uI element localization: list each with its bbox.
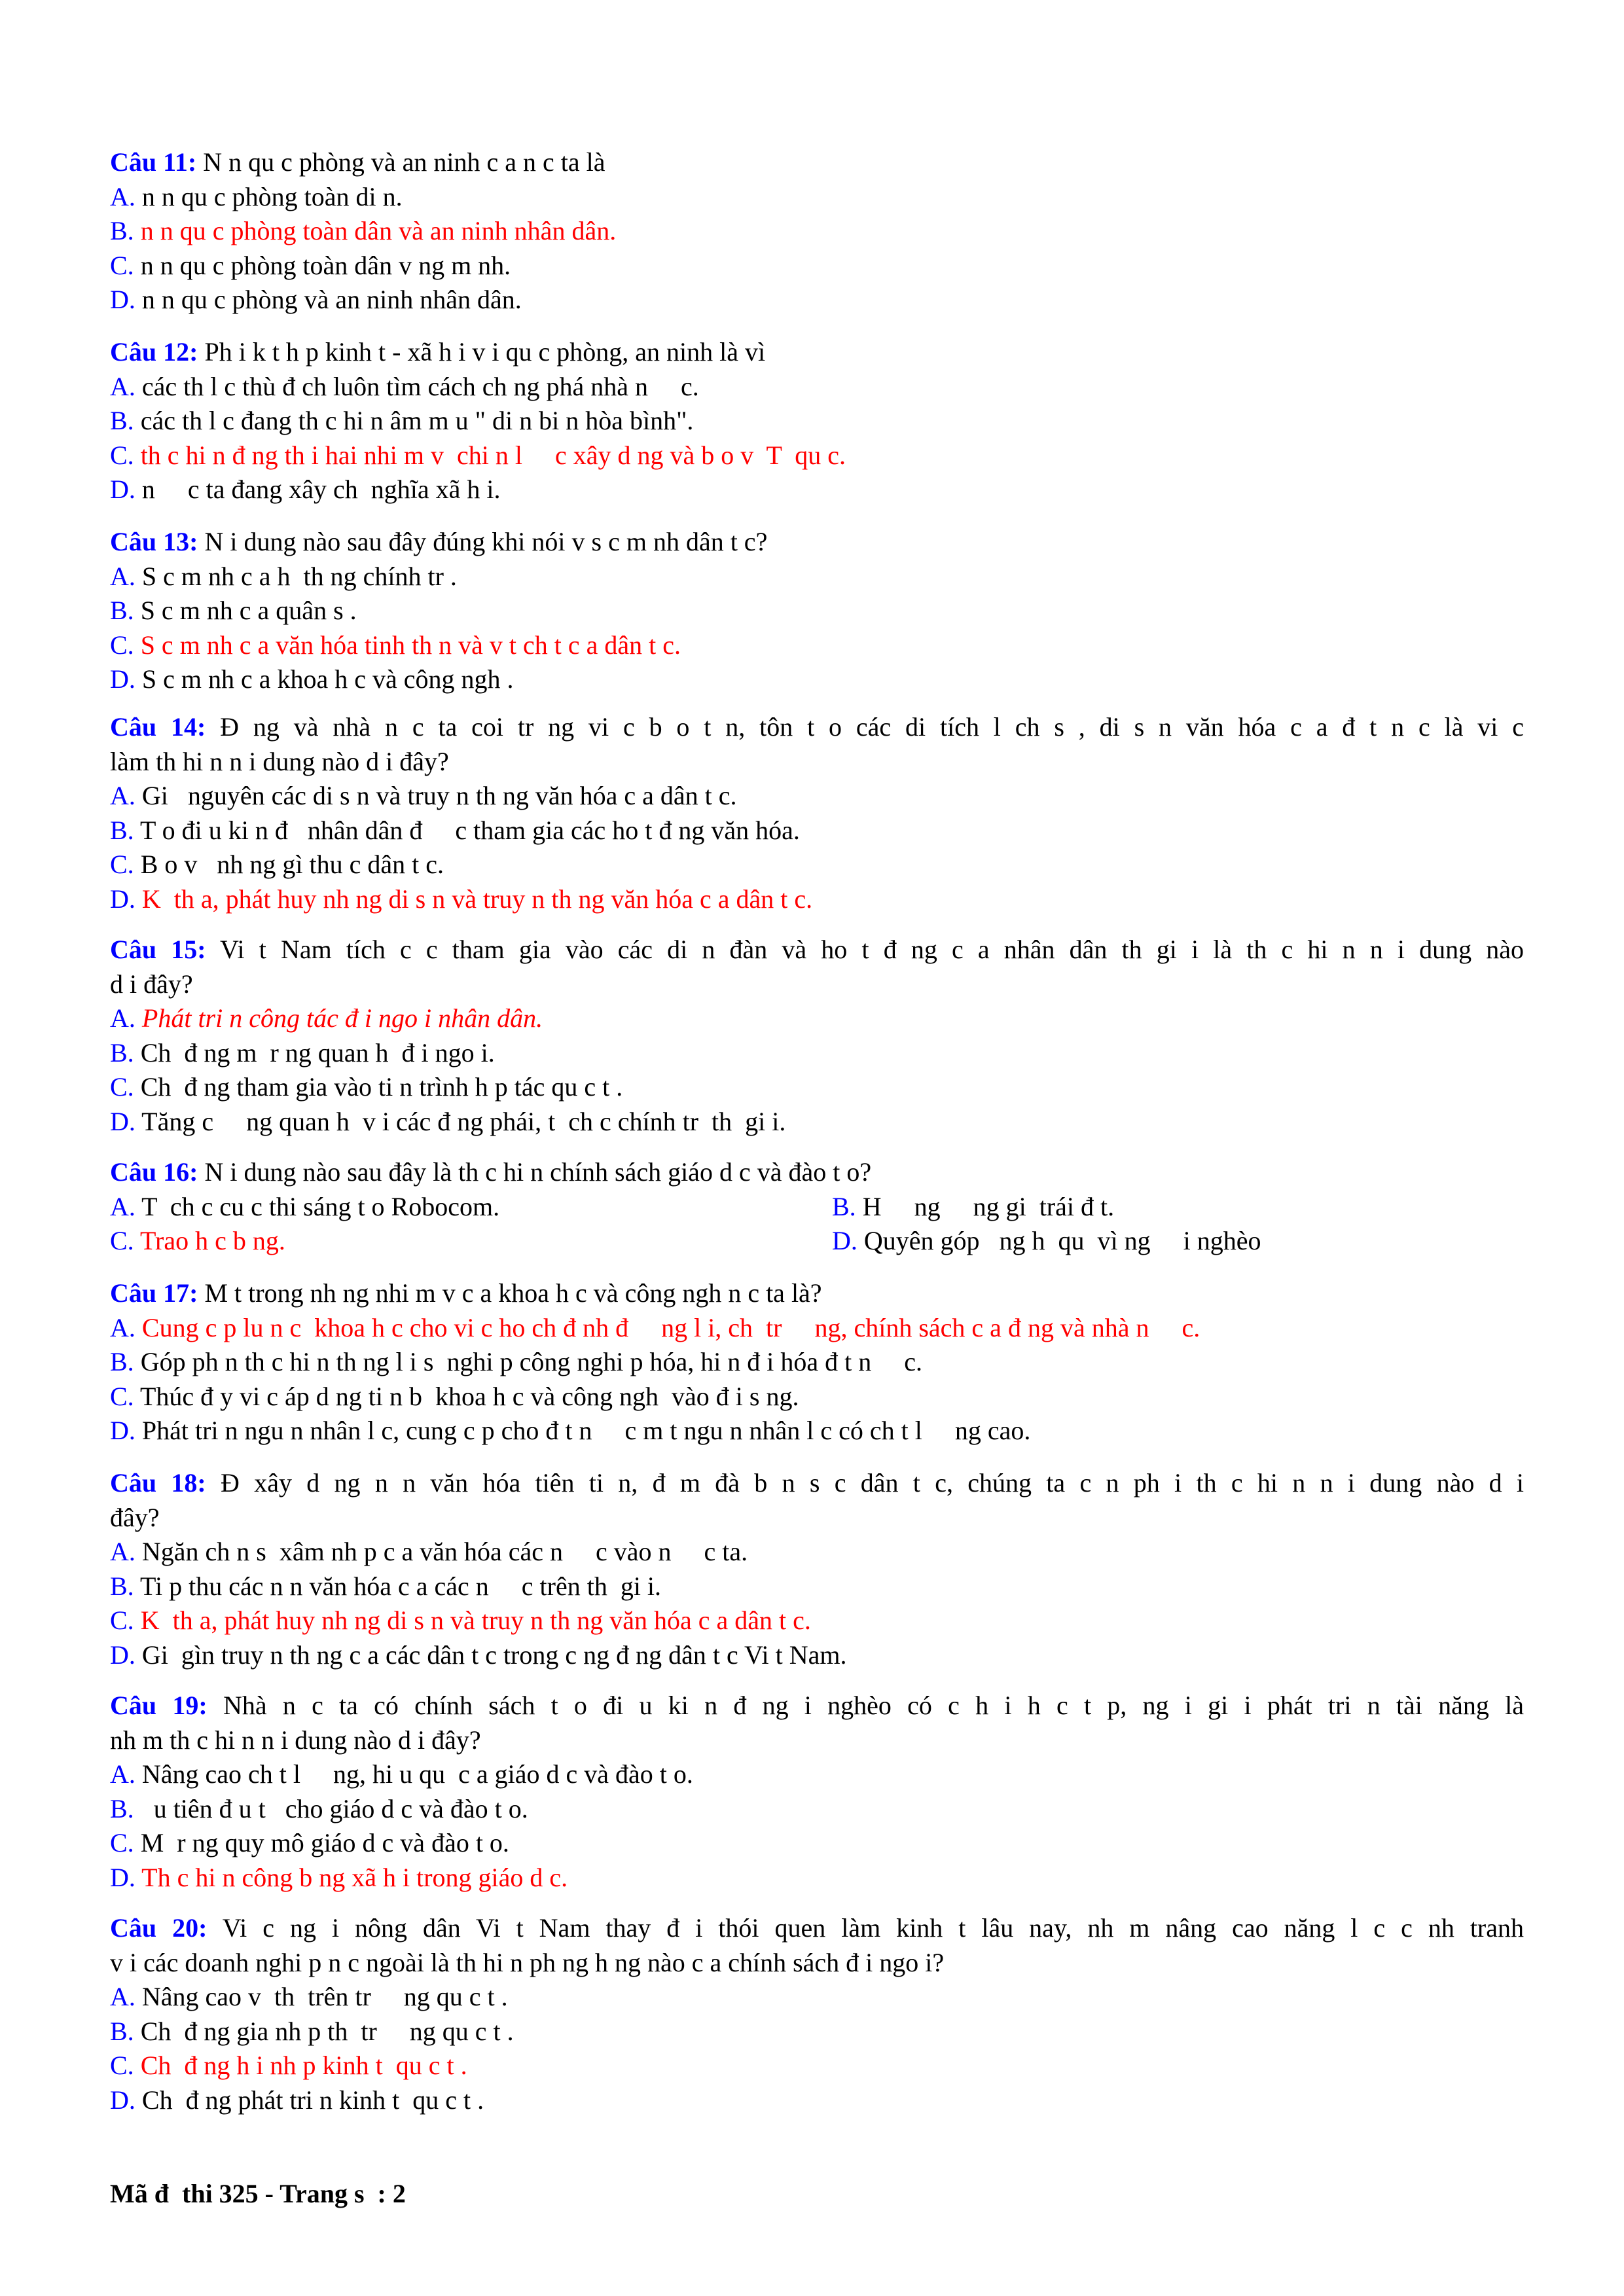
answer-option-a[interactable] [110, 1311, 1200, 1345]
answer-option-c[interactable] [110, 439, 846, 473]
question-label: Câu 11: [110, 147, 197, 177]
answer-option-a[interactable] [110, 1001, 543, 1035]
option-letter: A. [110, 1191, 135, 1221]
question-label: Câu 19: [110, 1691, 208, 1720]
question-stem [110, 1689, 1524, 1723]
option-text: th c hi n đ ng th i hai nhi m v chi n l c xây d ng và b o v T qu c. [140, 440, 846, 470]
option-text: n n qu c phòng toàn di n. [141, 181, 403, 211]
answer-option-a[interactable] [110, 180, 403, 214]
option-text: K th a, phát huy nh ng di s n và truy n th ng văn hóa c a dân t c. [141, 884, 813, 914]
question-stem-text: nh m th c hi n n i dung nào d i đây? [110, 1725, 481, 1755]
answer-option-b[interactable] [832, 1190, 1114, 1224]
option-text: S c m nh c a h th ng chính tr . [141, 561, 457, 591]
answer-option-d[interactable] [110, 662, 514, 696]
option-letter: C. [110, 850, 134, 879]
option-text: n n qu c phòng và an ninh nhân dân. [141, 285, 522, 314]
option-text: S c m nh c a khoa h c và công ngh . [141, 664, 514, 694]
option-text: Phát tri n ngu n nhân l c, cung c p cho đ t n c m t ngu n nhân l c có ch t l ng cao. [141, 1416, 1031, 1445]
option-text: T o đi u ki n đ nhân dân đ c tham gia các ho t đ ng văn hóa. [139, 815, 800, 845]
option-text: Thúc đ y vi c áp d ng ti n b khoa h c và công ngh vào đ i s ng. [139, 1381, 799, 1411]
option-letter: C. [110, 1605, 134, 1635]
option-letter: B. [110, 1037, 134, 1067]
answer-option-a[interactable] [110, 1980, 508, 2014]
question-stem-text: N n qu c phòng và an ninh c a n c ta là [203, 147, 605, 177]
option-text: M r ng quy mô giáo d c và đào t o. [140, 1828, 509, 1857]
option-text: Th c hi n công b ng xã h i trong giáo d c. [141, 1862, 568, 1892]
answer-option-c[interactable] [110, 848, 444, 882]
answer-option-c[interactable] [110, 628, 681, 662]
option-letter: D. [110, 884, 135, 914]
question-stem-text: N i dung nào sau đây là th c hi n chính sách giáo d c và đào t o? [204, 1157, 872, 1187]
option-letter: D. [110, 285, 135, 314]
question-stem [110, 967, 1524, 1001]
question-stem [110, 1466, 1524, 1500]
question-stem-text: làm th hi n n i dung nào d i đây? [110, 746, 449, 776]
answer-option-d[interactable] [110, 473, 501, 507]
answer-option-c[interactable] [110, 249, 511, 283]
question-label: Câu 16: [110, 1157, 198, 1187]
option-text: Góp ph n th c hi n th ng l i s nghi p công nghi p hóa, hi n đ i hóa đ t n c. [140, 1347, 923, 1376]
option-letter: A. [110, 1312, 135, 1342]
question-stem-text: v i các doanh nghi p n c ngoài là th hi n ph ng h ng nào c a chính sách đ i ngo i? [110, 1947, 945, 1977]
option-text: các th l c đang th c hi n âm m u " di n bi n hòa bình". [140, 406, 694, 435]
option-text: n n qu c phòng toàn dân v ng m nh. [140, 250, 511, 280]
answer-option-a[interactable] [110, 1190, 499, 1224]
option-letter: C. [110, 1226, 134, 1255]
option-text: Ch đ ng phát tri n kinh t qu c t . [141, 2085, 484, 2115]
option-letter: A. [110, 1759, 135, 1789]
answer-option-d[interactable] [110, 1105, 785, 1139]
question-stem [110, 1911, 1524, 1945]
answer-option-b[interactable] [110, 814, 800, 848]
question-label: Câu 15: [110, 935, 206, 964]
option-text: H ng ng gi trái đ t. [862, 1191, 1115, 1221]
answer-option-b[interactable] [110, 594, 357, 628]
question-stem-text: Nhà n c ta có chính sách t o đi u ki n đ ng i nghèo có c h i h c t p, ng i gi i phát tri n tài năng là [223, 1691, 1525, 1720]
question-label: Câu 13: [110, 527, 198, 556]
option-letter: C. [110, 630, 134, 660]
option-text: K th a, phát huy nh ng di s n và truy n th ng văn hóa c a dân t c. [140, 1605, 811, 1635]
option-letter: A. [110, 181, 135, 211]
option-letter: A. [110, 1003, 135, 1033]
answer-option-a[interactable] [110, 560, 457, 594]
answer-option-d[interactable] [110, 2083, 484, 2117]
option-text: S c m nh c a quân s . [140, 596, 357, 625]
option-letter: A. [110, 1537, 135, 1566]
answer-option-c[interactable] [110, 1826, 509, 1860]
option-letter: B. [110, 216, 134, 245]
option-text: Ch đ ng gia nh p th tr ng qu c t . [140, 2016, 514, 2046]
answer-option-b[interactable] [110, 1036, 495, 1070]
question-label: Câu 18: [110, 1468, 206, 1498]
option-letter: B. [110, 1347, 134, 1376]
option-text: Ti p thu các n n văn hóa c a các n c trên th gi i. [139, 1571, 662, 1601]
answer-option-b[interactable] [110, 214, 616, 248]
option-letter: C. [110, 1381, 134, 1411]
answer-option-d[interactable] [110, 1638, 847, 1672]
answer-option-c[interactable] [110, 1070, 623, 1104]
option-text: B o v nh ng gì thu c dân t c. [140, 850, 444, 879]
question-stem-text: Ph i k t h p kinh t - xã h i v i qu c phòng, an ninh là vì [204, 337, 766, 367]
option-letter: D. [832, 1226, 857, 1255]
answer-option-d[interactable] [110, 283, 522, 317]
option-letter: B. [110, 406, 134, 435]
option-text: Nâng cao ch t l ng, hi u qu c a giáo d c và đào t o. [141, 1759, 693, 1789]
option-letter: C. [110, 440, 134, 470]
question-label: Câu 14: [110, 712, 206, 742]
question-stem [110, 335, 1524, 369]
option-text: n c ta đang xây ch nghĩa xã h i. [141, 475, 501, 504]
option-letter: D. [110, 1106, 135, 1136]
answer-option-c[interactable] [110, 1224, 285, 1258]
answer-option-a[interactable] [110, 779, 737, 813]
answer-option-c[interactable] [110, 1380, 799, 1414]
answer-option-d[interactable] [110, 1861, 568, 1895]
answer-option-c[interactable] [110, 1604, 811, 1638]
question-stem [110, 710, 1524, 744]
option-text: Quyên góp ng h qu vì ng i nghèo [863, 1226, 1261, 1255]
question-label: Câu 17: [110, 1278, 198, 1308]
question-stem [110, 1723, 1524, 1757]
option-letter: D. [110, 475, 135, 504]
question-stem-text: Đ ng và nhà n c ta coi tr ng vi c b o t n, tôn t o các di tích l ch s , di s n văn hóa c a đ t n c là vi c [220, 712, 1525, 742]
option-letter: A. [110, 1982, 135, 2011]
answer-option-a[interactable] [110, 370, 699, 404]
option-letter: C. [110, 250, 134, 280]
question-stem-text: M t trong nh ng nhi m v c a khoa h c và công ngh n c ta là? [204, 1278, 822, 1308]
answer-option-d[interactable] [110, 1414, 1030, 1448]
question-stem [110, 1276, 1524, 1310]
option-text: Gi nguyên các di s n và truy n th ng văn hóa c a dân t c. [141, 781, 737, 810]
question-label: Câu 20: [110, 1913, 208, 1943]
option-text: Tăng c ng quan h v i các đ ng phái, t ch c chính tr th gi i. [141, 1106, 786, 1136]
question-stem-text: Đ xây d ng n n văn hóa tiên ti n, đ m đà b n s c dân t c, chúng ta c n ph i th c hi n n i dung nào d i [221, 1468, 1525, 1498]
option-letter: D. [110, 1862, 135, 1892]
question-label: Câu 12: [110, 337, 198, 367]
option-letter: D. [110, 664, 135, 694]
option-letter: D. [110, 1640, 135, 1670]
option-text: Cung c p lu n c khoa h c cho vi c ho ch đ nh đ ng l i, ch tr ng, chính sách c a đ ng và nhà n c. [141, 1312, 1200, 1342]
option-text: Ch đ ng m r ng quan h đ i ngo i. [140, 1037, 495, 1067]
question-stem [110, 1155, 1524, 1189]
option-letter: A. [110, 561, 135, 591]
option-text: Ch đ ng tham gia vào ti n trình h p tác qu c t . [140, 1072, 623, 1102]
answer-option-c[interactable] [110, 2049, 467, 2083]
answer-option-d[interactable] [110, 882, 812, 916]
question-stem-text: N i dung nào sau đây đúng khi nói v s c m nh dân t c? [204, 527, 768, 556]
question-stem-text: Vi c ng i nông dân Vi t Nam thay đ i thói quen làm kinh t lâu nay, nh m nâng cao năng l c c nh tranh [222, 1913, 1525, 1943]
question-stem [110, 1946, 1524, 1980]
option-letter: B. [110, 2016, 134, 2046]
option-letter: C. [110, 2051, 134, 2080]
option-letter: A. [110, 781, 135, 810]
option-text: u tiên đ u t cho giáo d c và đào t o. [140, 1793, 528, 1823]
answer-option-b[interactable] [110, 1792, 528, 1826]
question-stem [110, 525, 1524, 559]
option-text: Ch đ ng h i nh p kinh t qu c t . [140, 2051, 467, 2080]
option-text: Gi gìn truy n th ng c a các dân t c trong c ng đ ng dân t c Vi t Nam. [141, 1640, 847, 1670]
answer-option-b[interactable] [110, 404, 693, 438]
option-letter: B. [110, 1793, 134, 1823]
option-text: các th l c thù đ ch luôn tìm cách ch ng phá nhà n c. [141, 371, 699, 401]
option-letter: A. [110, 371, 135, 401]
question-stem-text: đây? [110, 1502, 160, 1532]
question-stem [110, 745, 1524, 779]
option-letter: C. [110, 1828, 134, 1857]
option-letter: B. [110, 596, 134, 625]
question-stem-text: Vi t Nam tích c c tham gia vào các di n đàn và ho t đ ng c a nhân dân th gi i là th c hi n n i dung nào [220, 935, 1525, 964]
answer-option-a[interactable] [110, 1535, 748, 1569]
option-text: Nâng cao v th trên tr ng qu c t . [141, 1982, 508, 2011]
answer-option-b[interactable] [110, 2015, 514, 2049]
option-letter: B. [110, 815, 134, 845]
option-text: n n qu c phòng toàn dân và an ninh nhân dân. [140, 216, 617, 245]
question-stem [110, 933, 1524, 967]
option-letter: B. [832, 1191, 856, 1221]
option-text: S c m nh c a văn hóa tinh th n và v t ch t c a dân t c. [140, 630, 681, 660]
answer-option-b[interactable] [110, 1345, 922, 1379]
answer-option-b[interactable] [110, 1570, 661, 1604]
answer-option-d[interactable] [832, 1224, 1261, 1258]
page-footer: Mã đ thi 325 - Trang s : 2 [110, 2179, 406, 2208]
option-letter: D. [110, 1416, 135, 1445]
question-stem-text: d i đây? [110, 969, 193, 999]
option-letter: B. [110, 1571, 134, 1601]
option-letter: D. [110, 2085, 135, 2115]
option-letter: C. [110, 1072, 134, 1102]
option-text: T ch c cu c thi sáng t o Robocom. [141, 1191, 500, 1221]
question-stem [110, 145, 1524, 179]
question-stem [110, 1501, 1524, 1535]
option-text: Trao h c b ng. [139, 1226, 285, 1255]
answer-option-a[interactable] [110, 1757, 693, 1791]
option-text: Phát tri n công tác đ i ngo i nhân dân. [141, 1003, 543, 1033]
option-text: Ngăn ch n s xâm nh p c a văn hóa các n c vào n c ta. [141, 1537, 748, 1566]
